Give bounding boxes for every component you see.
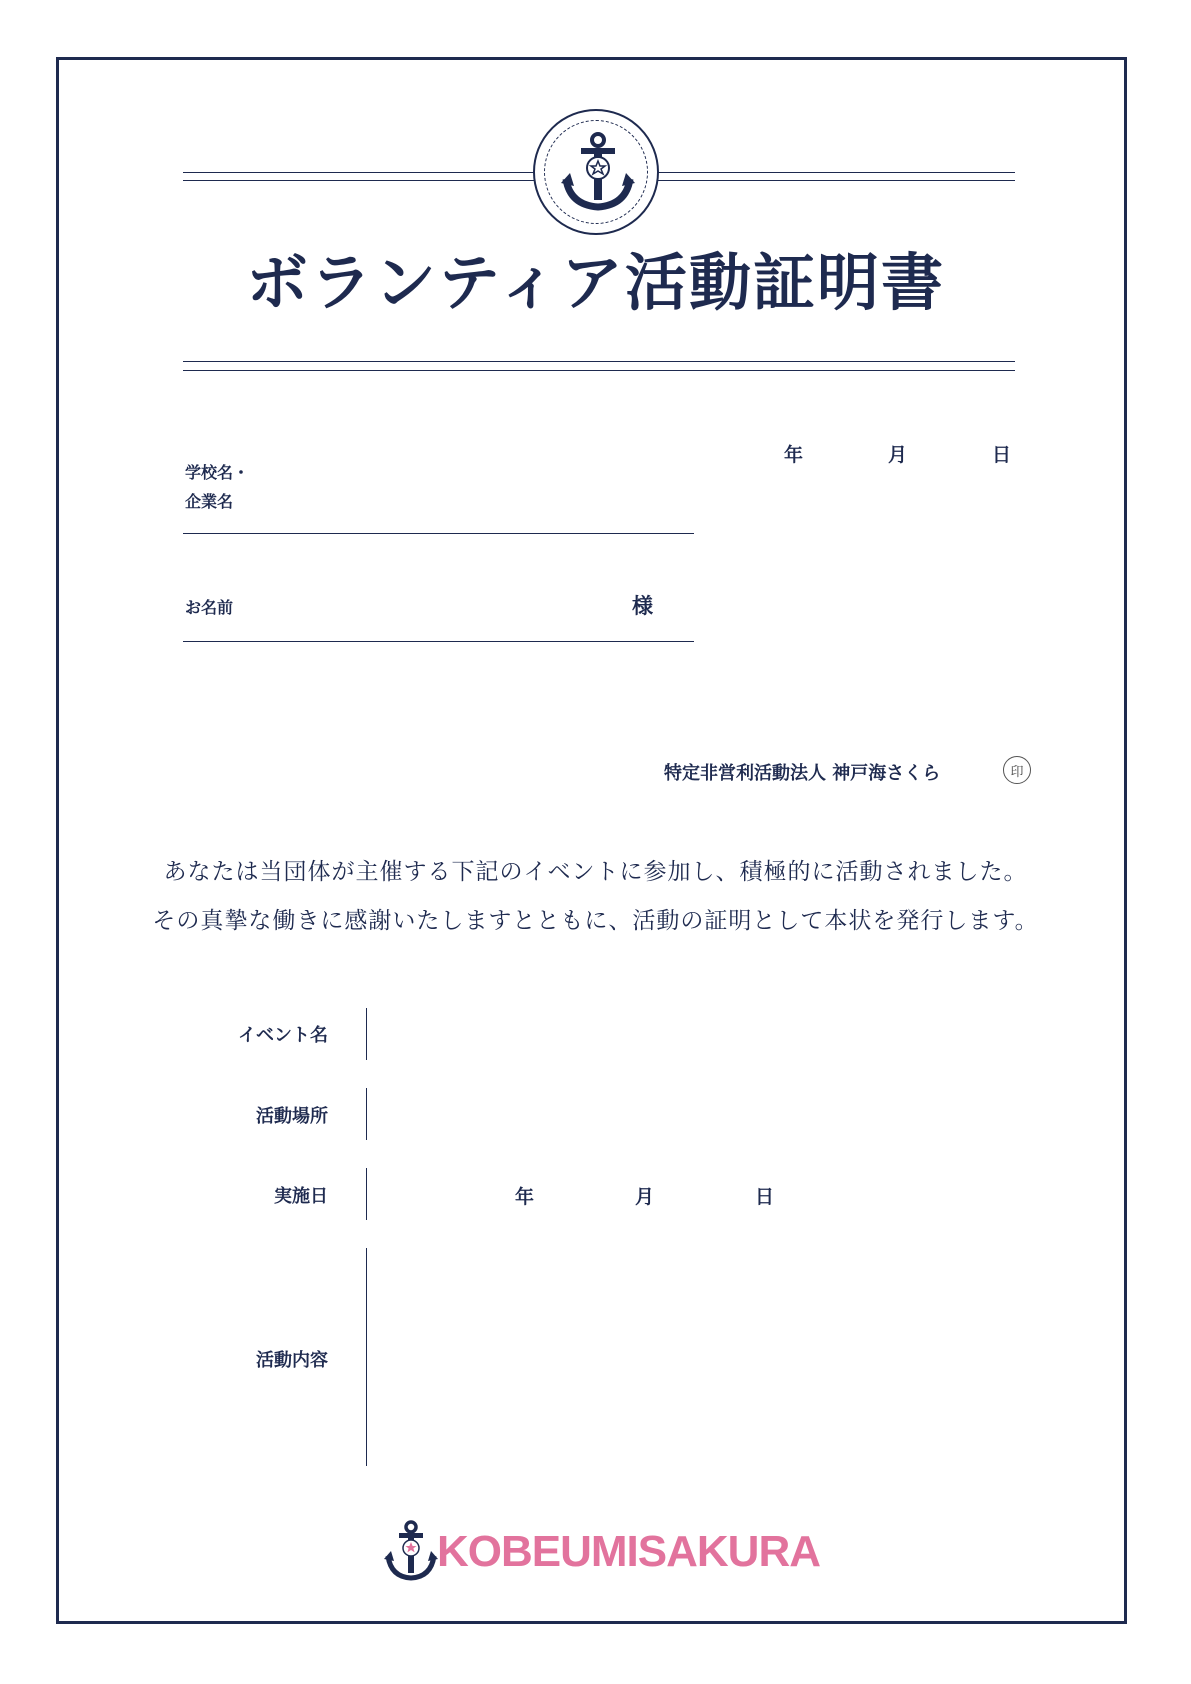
issue-date-day: 日 xyxy=(992,444,1012,466)
message-line-2: その真摯な働きに感謝いたしますとともに、活動の証明として本状を発行します。 xyxy=(152,908,1039,934)
event-name-field[interactable] xyxy=(366,1008,367,1060)
content-field[interactable] xyxy=(366,1248,367,1466)
honorific: 様 xyxy=(632,594,653,618)
name-label: お名前 xyxy=(185,598,234,617)
school-name-field[interactable] xyxy=(183,533,694,534)
title-rule xyxy=(183,370,1015,371)
event-date-year: 年 xyxy=(515,1186,535,1208)
message-line-1: あなたは当団体が主催する下記のイベントに参加し、積極的に活動されました。 xyxy=(163,859,1028,885)
event-date-label: 実施日 xyxy=(274,1186,328,1207)
event-date-field[interactable] xyxy=(366,1168,367,1220)
location-field[interactable] xyxy=(366,1088,367,1140)
brand-logo xyxy=(383,1518,820,1588)
location-label: 活動場所 xyxy=(256,1106,328,1127)
anchor-emblem xyxy=(533,109,659,235)
event-name-label: イベント名 xyxy=(238,1025,328,1046)
seal-mark: 印 xyxy=(1003,756,1031,784)
school-label-line1: 学校名・ xyxy=(185,463,250,482)
issue-date-year: 年 xyxy=(784,444,804,466)
school-label-line2: 企業名 xyxy=(185,492,234,511)
brand-logo-text: KOBEUMISAKURA xyxy=(437,1527,820,1576)
anchor-sakura-icon xyxy=(383,1520,439,1586)
anchor-icon xyxy=(558,131,638,217)
event-date-month: 月 xyxy=(635,1186,655,1208)
title-rule xyxy=(183,361,1015,362)
page-title: ボランティア活動証明書 xyxy=(245,246,946,319)
event-date-day: 日 xyxy=(755,1186,775,1208)
recipient-name-field[interactable] xyxy=(183,641,694,642)
issue-date-month: 月 xyxy=(888,444,908,466)
content-label: 活動内容 xyxy=(256,1350,328,1371)
issuer-organization: 特定非営利活動法人 神戸海さくら xyxy=(664,763,941,784)
